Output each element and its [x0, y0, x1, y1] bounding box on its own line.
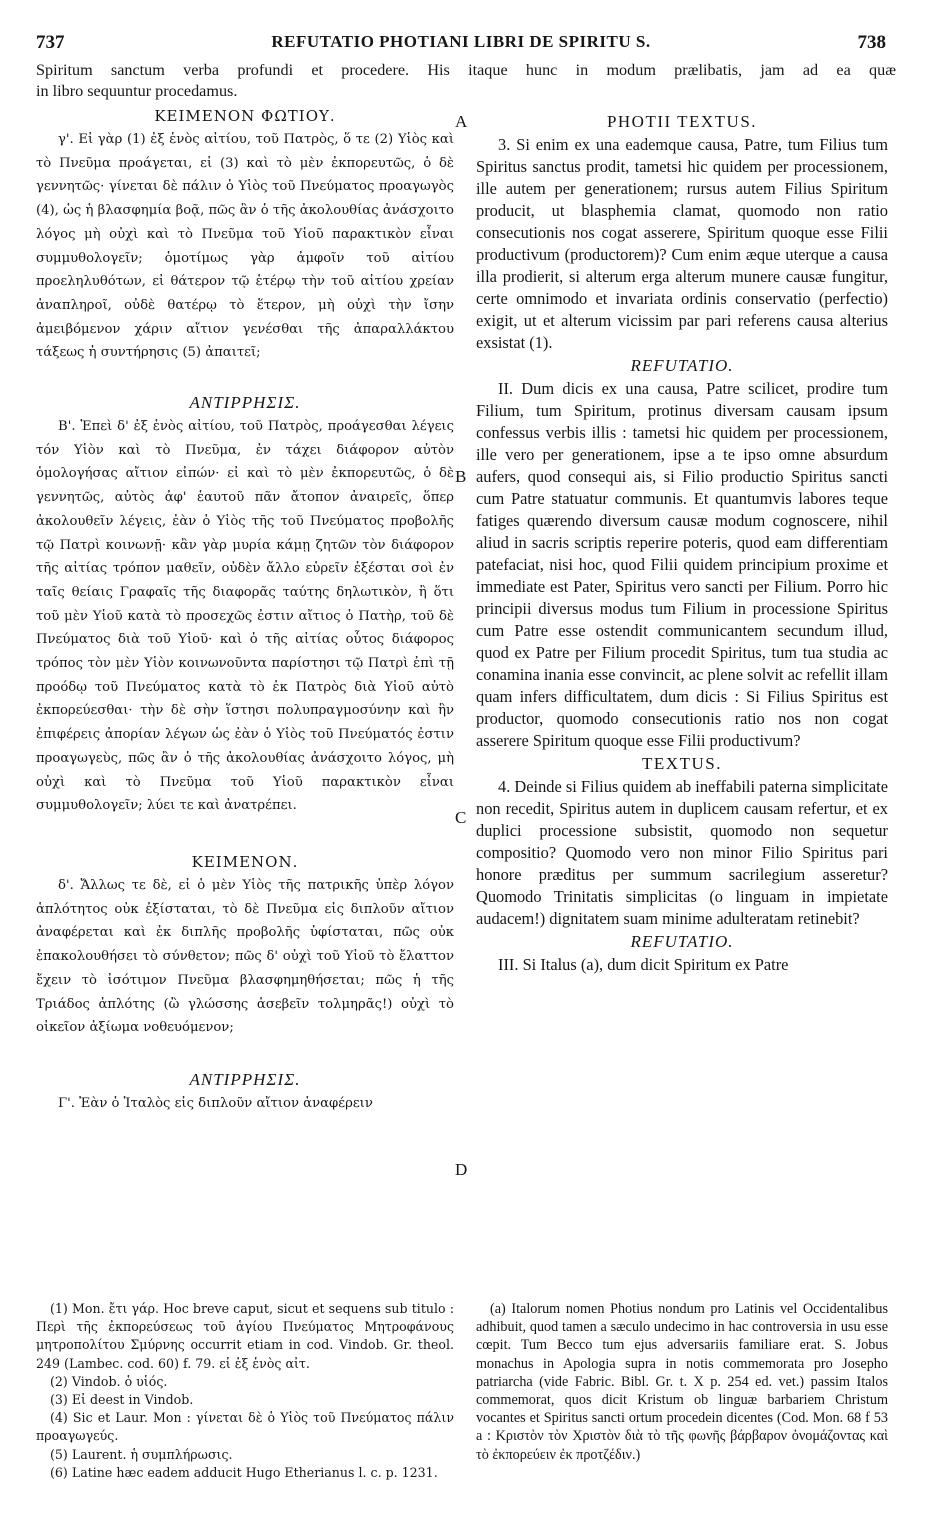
running-head [36, 32, 886, 58]
footnotes-left [36, 1300, 454, 1482]
page-number-right: 738 [857, 32, 886, 53]
section-heading: ΑΝΤΙΡΡΗΣΙΣ. [189, 1069, 301, 1089]
section-heading: REFUTATIO. [630, 356, 734, 375]
page-number-left: 737 [36, 32, 65, 53]
section-heading: ΚΕΙΜΕΝΟΝ. [191, 852, 299, 871]
section-heading: ΑΝΤΙΡΡΗΣΙΣ. [189, 393, 301, 413]
footnote: (4) Sic et Laur. Mon : γίνεται δὲ ὁ Υἱὸς τοῦ Πνεύματος πάλιν προαγωγεύς. [36, 1410, 454, 1444]
footnote: (1) Mon. ἔτι γάρ. Hoc breve caput, sicut et sequens sub titulo : Περὶ τῆς ἐκπορεύσεως τοῦ ἁγίου Πνεύματος Μητροφάνους μητροπολίτου Σμύρνης occurrit etiam in cod. Vindob. Gr. theol. 249 (Lambec. cod. 60) f. 79. εἰ ἐξ ἑνὸς αἰτ. [36, 1301, 454, 1371]
section-heading: PHOTII TEXTUS. [606, 112, 758, 131]
intro-line-2: in libro sequuntur procedamus. [36, 82, 238, 100]
latin-column [476, 110, 888, 976]
section-heading: TEXTUS. [642, 754, 722, 773]
margin-marker-b: B [455, 467, 467, 486]
section-heading: ΚΕΙΜΕΝΟΝ ΦΩΤΙΟΥ. [154, 107, 336, 125]
latin-paragraph: II. Dum dicis ex una causa, Patre scilicet, prodire tum Filium, tum Spiritum, protinus diversam causam ipsum confessus verbis illis : tametsi hic quidem per processionem, ille vero per generationem, ipse a te ipso omne absurdum aufers, quod consequi ais, si Filio productio Spiritus sancti cum Patre statuatur communis. Et quantumvis labores teque fatiges quærendo diversum causæ modum cognoscere, nihil aliud in sacris scriptis reperire poteris, quod eam differentiam patefaciat, nisi hoc, quod Filii quidem principium proxime et immediate est Pater, Spiritus vero sancti per Filium. Porro hic principii diversus modus tum Filium in processione Spiritus cum Patre esse ostendit communicantem secundum illud, quod ex Patre per Filium procedit Spiritus, tum tua studia ac conamina inania esse convincit, ac plene solvit ac refellit illam quam infers difficultatem, dum dicis : Si Filius Spiritus est productor, quomodo consecutionis ratio nos non cogat asserere Spiritum quoque esse Filii productivum? [476, 379, 888, 750]
greek-paragraph: δ'. Ἄλλως τε δὲ, εἰ ὁ μὲν Υἱὸς τῆς πατρικῆς ὑπὲρ λόγον ἁπλότητος οὐκ ἐξίσταται, τὸ δὲ Πνεῦμα εἰς διπλοῦν αἴτιον ἀναφέρεται καὶ ἐκ διπλῆς προβολῆς ὑφίσταται, πῶς οὐκ ἐπακολουθήσει τὸ σύνθετον; πῶς δ' οὐχὶ τοῦ Υἱοῦ τὸ ἔλαττον ἔχειν τὸ ἰσότιμον Πνεῦμα βλασφημηθήσεται; πῶς ἡ τῆς Τριάδος ἁπλότης (ὢ γλώσσης ἀσεβεῖν τολμηρᾶς!) οὐχὶ τὸ οἰκεῖον ἀξίωμα νοθευόμενον; [36, 877, 454, 1036]
intro-line-1: Spiritum sanctum verba profundi et procedere. His itaque hunc in modum prælibatis, jam ad ea quæ [36, 61, 896, 79]
section-heading: REFUTATIO. [630, 932, 734, 951]
margin-marker-c: C [455, 808, 467, 827]
footnote: (3) Εἰ deest in Vindob. [50, 1392, 194, 1408]
greek-paragraph: γ'. Εἰ γὰρ (1) ἐξ ἑνὸς αἰτίου, τοῦ Πατρὸς, ὅ τε (2) Υἱὸς καὶ τὸ Πνεῦμα προάγεται, εἰ (3) καὶ τὸ μὲν ἐκπορευτῶς, ὁ δὲ γεννητῶς· γίνεται δὲ πάλιν ὁ Υἱὸς τοῦ Πνεύματος προαγωγὸς (4), ὡς ἡ βλασφημία βοᾷ, πῶς ἂν ὁ τῆς ἀκολουθίας ἀνάσχοιτο λόγος μὴ οὐχὶ καὶ τὸ Πνεῦμα τοῦ Υἱοῦ παρακτικὸν εἶναι συμμυθολογεῖν; ὁμοτίμως γὰρ ἀμφοῖν τοῦ αἰτίου προεληλυθότων, εἰ θάτερον τῷ ἑτέρῳ τὴν τοῦ αἰτίου χρείαν ἀναπληροῖ, οὐδὲ θατέρῳ τὸ ἕτερον, μὴ οὐχὶ τὴν ἴσην ἀμειβόμενον χάριν αἴτιον γενέσθαι τῆς ἀπαραλλάκτου τάξεως ἡ συντήρησις (5) ἀπαιτεῖ; [36, 132, 454, 361]
latin-paragraph: 4. Deinde si Filius quidem ab ineffabili paterna simplicitate non recedit, Spiritus autem in duplicem causam refertur, et ex duplici processione subsistit, quomodo non sequetur compositio? Quomodo vero non minor Filio Spiritus pari honore præditus per summum sacrilegium asseretur? Quomodo Trinitatis simplicitas (o linguam in impietate audacem!) dignitatem suam minime adulteratam retinebit? [476, 777, 888, 928]
page-title: REFUTATIO PHOTIANI LIBRI DE SPIRITU S. [271, 32, 651, 51]
greek-column [36, 104, 454, 1116]
footnote: (2) Vindob. ὁ υἱός. [50, 1373, 168, 1389]
footnotes-right [476, 1300, 888, 1464]
footnote: (6) Latine hæc eadem adducit Hugo Etherianus l. c. p. 1231. [50, 1464, 438, 1480]
footnote: (a) Italorum nomen Photius nondum pro Latinis vel Occidentalibus adhibuit, quod tamen a sæculo undecimo in hac controversia in usu esse cœpit. Tum Becco tum ejus adversariis familiare erat. S. Jobus monachus in Apologia supra in notis commemorata pro Josepho patriarcha (vide Fabric. Bibl. Gr. t. X p. 254 ed. vet.) passim Italos commemorat, quos dicit Kristum ob linguæ barbariem Christum vocantes et Spiritus sancti ortum procedein dicentes (Cod. Mon. 68 f 53 a : Κριστὸν τὸν Χριστὸν διὰ τὸ τῆς φωνῆς βάρβαρον ὀνομάζοντας καὶ τὸ ἐκπορεύειν ἐκ προτζέδιν.) [476, 1301, 888, 1463]
latin-paragraph: III. Si Italus (a), dum dicit Spiritum ex Patre [498, 955, 789, 974]
greek-paragraph: Β'. Ἐπεὶ δ' ἐξ ἑνὸς αἰτίου, τοῦ Πατρὸς, προάγεσθαι λέγεις τόν Υἱὸν καὶ τὸ Πνεῦμα, ἐν τάχει διάφορον αὐτὸν ὁμολογήσας αἴτιον εἰπών· εἰ καὶ τὸ μὲν ἐκπορευτῶς, ὁ δὲ γεννητῶς, αὐτὸς ἀφ' ἑαυτοῦ πᾶν ἄτοπον ἀναιρεῖς, ὅπερ ἀκολουθεῖν λέγεις, ἐὰν ὁ Υἱὸς τῆς τοῦ Πνεύματος προβολῆς τῷ Πατρὶ κοινωνῇ· κἂν γὰρ μυρία κάμῃ ζητῶν τὸν διάφορον τῆς αἰτίας τρόπον μαθεῖν, οὐδὲν ἄλλο εὑρεῖν ἐξέσται σοὶ ἐν ταῖς θείαις Γραφαῖς τῆς διαφορᾶς ταύτης δηλωτικὸν, ἢ ὅτι τοῦ μὲν Υἱοῦ κατὰ τὸ προσεχῶς ἐστιν αἴτιος ὁ Πατὴρ, τοῦ δὲ Πνεύματος διὰ τοῦ Υἱοῦ· καὶ ὁ τῆς αἰτίας οὗτος διάφορος τρόπος τὸν μὲν Υἱὸν κοινωνοῦντα παρίστησι τῷ Πατρὶ ἐπὶ τῇ προόδῳ τοῦ Πνεύματος κατὰ τὸ ἐκ Πατρὸς διὰ Υἱοῦ αὐτὸ ἐκπορεύεσθαι· τὴν δὲ σὴν ἵστησι πολυπραγμοσύνην καὶ ἣν ἐπιφέρεις ἀπορίαν λέγων ὡς ἐὰν ὁ Υἱὸς τοῦ Πνεύματός ἐστιν προαγωγεὺς, πῶς ἂν ὁ τῆς ἀκολουθίας ἀνάσχοιτο λόγος, μὴ οὐχὶ καὶ τὸ Πνεῦμα τοῦ Υἱοῦ παρακτικὸν εἶναι συμμυθολογεῖν; λύει τε καὶ ἀνατρέπει. [36, 419, 454, 814]
latin-paragraph: 3. Si enim ex una eademque causa, Patre, tum Filius tum Spiritus sanctus prodit, tametsi hic quidem per processionem, ille autem per generationem; rursus autem Filius Spiritum producit, ut blasphemia clamat, quomodo non ratio consecutionis nos cogat asserere, Spiritum quoque esse Filii productivum (productorem)? Cum enim æque uterque a causa illa prodierit, si alterum erga alterum munere causæ fungitur, certe omnimodo et invariata ordinis conservatio (perfectio) exigit, ut et alterum vicissim par pari referens causa alterius exsistat (1). [476, 135, 888, 352]
greek-paragraph: Γ'. Ἐὰν ὁ Ἰταλὸς εἰς διπλοῦν αἴτιον ἀναφέρειν [58, 1095, 373, 1111]
margin-marker-d: D [455, 1160, 468, 1179]
footnote: (5) Laurent. ἡ συμπλήρωσις. [50, 1446, 233, 1462]
margin-marker-a: A [455, 112, 468, 131]
